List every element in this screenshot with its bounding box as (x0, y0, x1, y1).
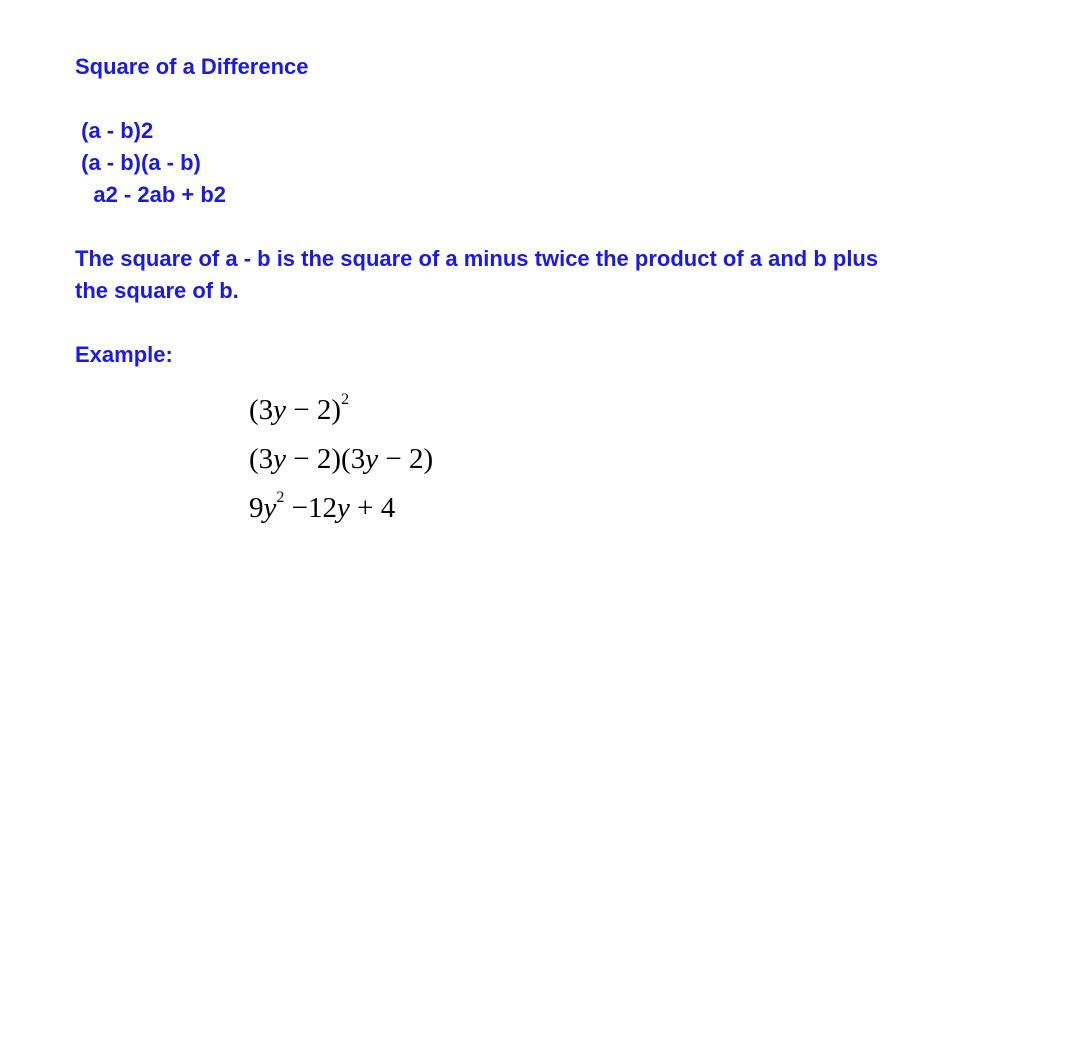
math-exponent: 2 (276, 489, 285, 507)
example-math-line-3 (249, 489, 396, 524)
slide-title: Square of a Difference (75, 54, 309, 79)
rule-text-line-2: the square of b. (75, 278, 239, 303)
math-part: (3 (249, 394, 274, 426)
formula-line-expanded: a2 - 2ab + b2 (75, 182, 227, 207)
math-part: −12 (284, 492, 337, 524)
rule-text-line-1: The square of a - b is the square of a minus twice the product of a and b plus (75, 246, 879, 271)
math-part: 9 (249, 492, 264, 524)
example-math-line-2 (249, 445, 433, 474)
math-variable: y (273, 443, 287, 475)
math-exponent: 2 (341, 391, 350, 409)
math-variable: y (365, 443, 379, 475)
math-part: (3 (249, 443, 274, 475)
formula-line-square: (a - b)2 (75, 118, 154, 143)
math-variable: y (336, 492, 350, 524)
formula-line-product: (a - b)(a - b) (75, 150, 201, 175)
math-part: + 4 (349, 492, 396, 524)
example-label: Example: (75, 342, 173, 367)
math-variable: y (263, 492, 277, 524)
math-part: − 2) (286, 394, 342, 426)
math-variable: y (273, 394, 287, 426)
math-part: − 2) (378, 443, 434, 475)
math-part: − 2)(3 (286, 443, 366, 475)
example-math-line-1 (249, 391, 350, 426)
